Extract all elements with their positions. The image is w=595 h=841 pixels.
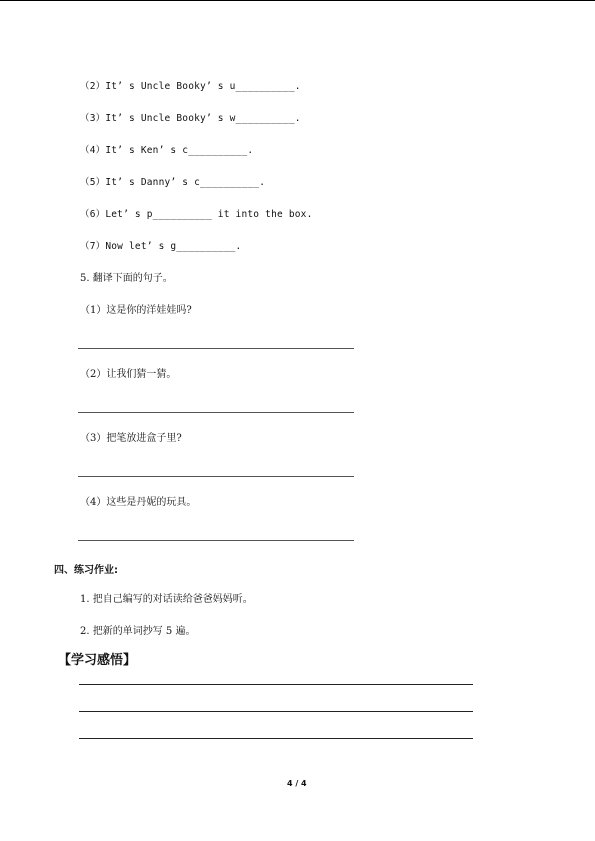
top-rule — [0, 0, 595, 1]
reflection-line-3[interactable] — [79, 738, 473, 739]
fill-item-3: （3）It’ s Uncle Booky’ s w__________. — [80, 113, 301, 124]
translate-item-3: （3）把笔放进盒子里? — [80, 433, 182, 444]
homework-item-2: 2. 把新的单词抄写 5 遍。 — [80, 626, 196, 637]
translate-item-2: （2）让我们猜一猜。 — [80, 369, 177, 380]
fill-item-7: （7）Now let’ s g__________. — [80, 241, 242, 252]
answer-line-3[interactable] — [78, 476, 354, 477]
translate-item-1: （1）这是你的洋娃娃吗? — [80, 305, 192, 316]
reflection-line-1[interactable] — [79, 684, 473, 685]
homework-item-1: 1. 把自己编写的对话读给爸爸妈妈听。 — [80, 594, 253, 605]
translate-heading: 5. 翻译下面的句子。 — [80, 273, 173, 284]
homework-heading: 四、练习作业: — [54, 565, 118, 576]
fill-item-5: （5）It’ s Danny’ s c__________. — [80, 177, 266, 188]
answer-line-4[interactable] — [78, 540, 354, 541]
fill-item-2: （2）It’ s Uncle Booky’ s u__________. — [80, 81, 301, 92]
translate-item-4: （4）这些是丹妮的玩具。 — [80, 497, 197, 508]
fill-item-6: （6）Let’ s p__________ it into the box. — [80, 209, 313, 220]
answer-line-2[interactable] — [78, 412, 354, 413]
answer-line-1[interactable] — [78, 348, 354, 349]
fill-item-4: （4）It’ s Ken’ s c__________. — [80, 145, 254, 156]
page-number: 4 / 4 — [287, 779, 307, 788]
reflection-line-2[interactable] — [79, 711, 473, 712]
reflection-title: 【学习感悟】 — [58, 653, 137, 668]
